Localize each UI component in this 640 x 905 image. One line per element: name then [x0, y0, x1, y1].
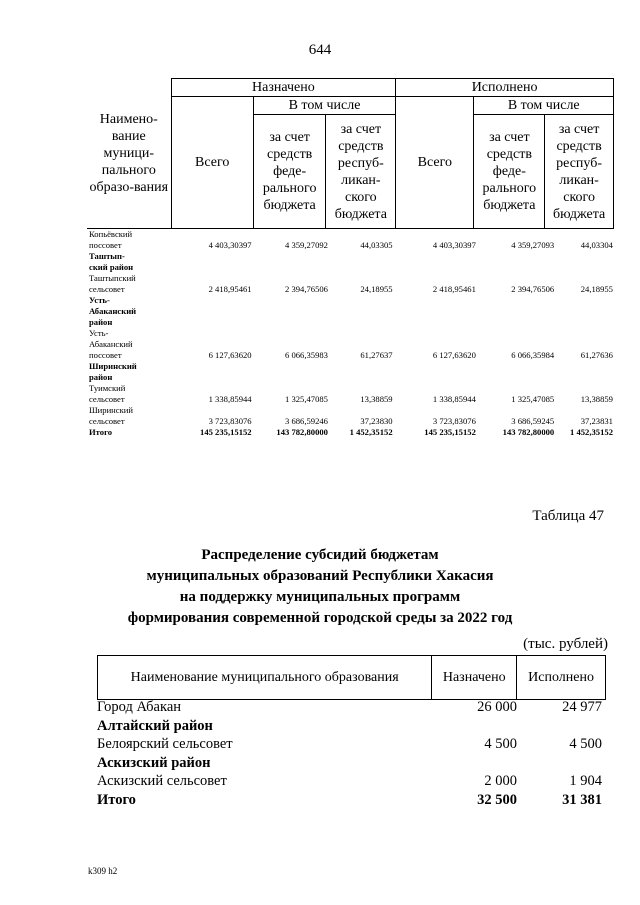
table-row [89, 405, 613, 416]
table-row [89, 394, 613, 405]
row-name: район [89, 372, 113, 382]
row-value: 61,27636 [580, 350, 613, 360]
row-value: 1 338,85944 [208, 394, 252, 404]
table47-body [97, 698, 606, 809]
row-name: Туимский [89, 383, 126, 393]
row-value: 1 452,35152 [570, 427, 613, 437]
table-row [89, 416, 613, 427]
table-row [89, 427, 613, 438]
table-row [97, 698, 606, 717]
row-name: Таштыпский [89, 273, 136, 283]
row-value: 37,23830 [360, 416, 393, 426]
row-assigned [432, 754, 517, 773]
row-value: 4 359,27092 [285, 240, 328, 250]
row-value: 1 325,47085 [511, 394, 555, 404]
row-value: 3 723,83076 [208, 416, 252, 426]
table-row [89, 383, 613, 394]
row-name: поссовет [89, 240, 122, 250]
row-name: Ширинский [89, 405, 133, 415]
row-name: сельсовет [89, 284, 125, 294]
table-row [89, 295, 613, 306]
row-value: 6 127,63620 [208, 350, 252, 360]
row-value: 3 686,59245 [511, 416, 555, 426]
row-value: 4 403,30397 [432, 240, 476, 250]
table-row [89, 339, 613, 350]
row-name: Итого [89, 427, 113, 437]
title-line: муниципальных образований Республики Хакасия [146, 568, 494, 584]
col-republic-header: за счет средств респуб-ликан-ского бюджета [326, 115, 396, 229]
table-row [89, 317, 613, 328]
title-line: Распределение субсидий бюджетам [201, 547, 439, 563]
row-value: 13,38859 [360, 394, 393, 404]
page-number: 644 [308, 42, 332, 58]
row-name: поссовет [89, 350, 122, 360]
col-federal-header: за счет средств феде-рального бюджета [253, 115, 326, 229]
table-row [89, 328, 613, 339]
row-value: 24,18955 [360, 284, 393, 294]
row-name: Аскизский район [97, 754, 211, 771]
row-value: 143 782,80000 [276, 427, 328, 437]
col-incl-header: В том числе [253, 97, 395, 115]
row-name: район [89, 317, 113, 327]
row-value: 145 235,15152 [200, 427, 252, 437]
table-row [89, 229, 613, 240]
table-row [89, 262, 613, 273]
row-executed [517, 754, 602, 773]
subsidy-table-body [89, 229, 613, 438]
row-value: 6 066,35984 [511, 350, 555, 360]
table-row [89, 350, 613, 361]
row-assigned: 32 500 [477, 791, 517, 808]
row-executed: 24 977 [562, 699, 602, 715]
table-row [89, 361, 613, 372]
row-value: 6 127,63620 [432, 350, 476, 360]
table47-header [97, 655, 606, 700]
row-value: 61,27637 [360, 350, 393, 360]
table-row [97, 735, 606, 754]
table-row [97, 772, 606, 791]
table-row [89, 306, 613, 317]
row-executed: 31 381 [562, 791, 602, 808]
col-federal-header: за счет средств феде-рального бюджета [474, 115, 545, 229]
row-value: 4 403,30397 [208, 240, 252, 250]
title-line: формирования современной городской среды за 2022 год [127, 610, 513, 626]
row-value: 2 418,95461 [208, 284, 252, 294]
row-value: 2 394,76506 [511, 284, 555, 294]
col-executed-header: Исполнено [517, 656, 606, 700]
col-name-header: Наимено-вание муници-пального образо-вания [89, 111, 169, 195]
row-name: Усть- [89, 328, 109, 338]
col-name-header: Наименование муниципального образования [98, 656, 432, 700]
row-assigned: 26 000 [477, 699, 517, 715]
row-value: 6 066,35983 [285, 350, 328, 360]
col-republic-header: за счет средств респуб-ликан-ского бюджета [545, 115, 614, 229]
row-assigned: 2 000 [484, 773, 517, 789]
row-value: 44,03304 [580, 240, 613, 250]
col-total-header: Всего [396, 97, 474, 229]
units-label: (тыс. рублей) [523, 636, 608, 652]
row-value: 1 325,47085 [285, 394, 328, 404]
row-executed: 4 500 [569, 736, 602, 752]
row-value: 2 394,76506 [285, 284, 328, 294]
row-value: 24,18955 [580, 284, 613, 294]
row-value: 3 723,83076 [432, 416, 476, 426]
col-incl-header: В том числе [474, 97, 614, 115]
row-value: 4 359,27093 [511, 240, 555, 250]
row-name: Белоярский сельсовет [97, 736, 233, 752]
row-value: 145 235,15152 [424, 427, 476, 437]
row-name: сельсовет [89, 394, 125, 404]
table-row [97, 717, 606, 736]
row-value: 2 418,95461 [432, 284, 476, 294]
row-executed: 1 904 [569, 773, 602, 789]
row-name: Итого [97, 791, 136, 808]
col-assigned-header: Назначено [171, 79, 396, 97]
row-value: 13,38859 [580, 394, 613, 404]
subsidy-table-header [87, 78, 614, 229]
footer-code: k309 h2 [88, 866, 118, 876]
row-name: Алтайский район [97, 717, 213, 734]
row-name: Абаканский [89, 306, 137, 316]
row-executed [517, 717, 602, 736]
row-value: 3 686,59246 [285, 416, 328, 426]
row-assigned [432, 717, 517, 736]
table-number: Таблица 47 [532, 508, 604, 524]
row-value: 44,03305 [360, 240, 393, 250]
row-name: Усть- [89, 295, 110, 305]
row-name: Ширинский [89, 361, 137, 371]
col-assigned-header: Назначено [432, 656, 517, 700]
row-value: 37,23831 [580, 416, 613, 426]
table-row [97, 791, 606, 810]
table-row [89, 372, 613, 383]
table-title [0, 545, 640, 629]
col-executed-header: Исполнено [396, 79, 614, 97]
table-row [89, 240, 613, 251]
row-value: 1 452,35152 [349, 427, 393, 437]
row-name: сельсовет [89, 416, 125, 426]
table-row [89, 284, 613, 295]
row-name: ский район [89, 262, 134, 272]
table-row [89, 273, 613, 284]
title-line: на поддержку муниципальных программ [179, 589, 461, 605]
row-name: Аскизский сельсовет [97, 773, 227, 789]
row-assigned: 4 500 [484, 736, 517, 752]
row-name: Город Абакан [97, 699, 182, 715]
row-name: Таштып- [89, 251, 125, 261]
col-total-header: Всего [171, 97, 253, 229]
row-value: 143 782,80000 [502, 427, 555, 437]
row-name: Абаканский [89, 339, 133, 349]
table-row [97, 754, 606, 773]
row-value: 1 338,85944 [432, 394, 476, 404]
table-row [89, 251, 613, 262]
row-name: Копьёвский [89, 229, 133, 239]
